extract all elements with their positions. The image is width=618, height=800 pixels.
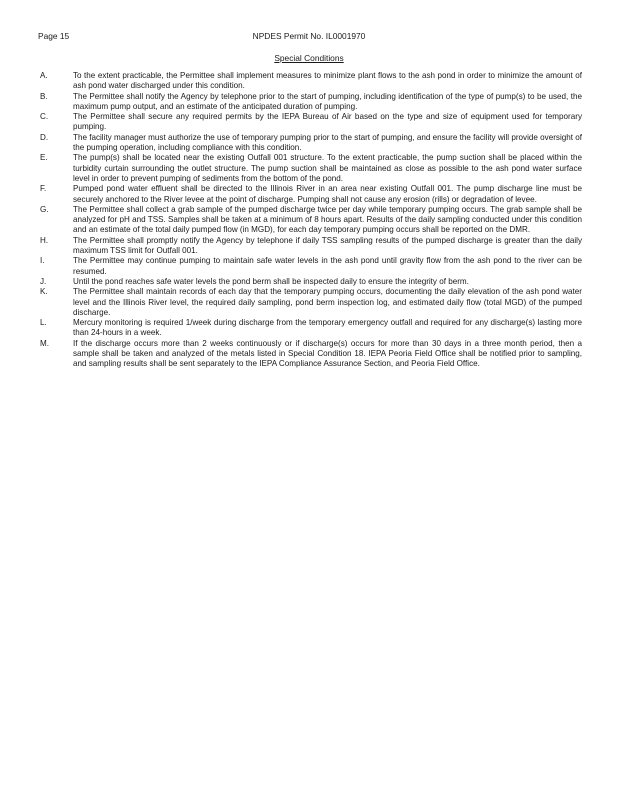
condition-item <box>40 277 582 287</box>
conditions-list <box>40 71 582 370</box>
condition-letter: D. <box>40 132 49 142</box>
page-number: Page 15 <box>38 31 70 41</box>
page-header <box>38 31 580 43</box>
condition-text: The facility manager must authorize the use of temporary pumping prior to the start of pumping, and ensure the facility will provide oversight of the pumping operation, including compliance with this condition. <box>73 132 582 153</box>
condition-item <box>40 205 582 236</box>
condition-item <box>40 153 582 184</box>
condition-text: The Permittee shall promptly notify the Agency by telephone if daily TSS sampling results of the pumped discharge is greater than the daily maximum TSS limit for Outfall 001. <box>73 235 582 256</box>
condition-letter: E. <box>40 153 48 163</box>
condition-letter: H. <box>40 235 49 245</box>
condition-item <box>40 133 582 154</box>
condition-item <box>40 318 582 339</box>
condition-item <box>40 256 582 277</box>
condition-item <box>40 184 582 205</box>
condition-letter: K. <box>40 287 48 297</box>
condition-letter: I. <box>40 256 45 266</box>
condition-text: The Permittee shall secure any required permits by the IEPA Bureau of Air based on the type and size of equipment used for temporary pumping. <box>73 112 582 132</box>
condition-text: Mercury monitoring is required 1/week during discharge from the temporary emergency outfall and required for any discharge(s) lasting more than 24-hours in a week. <box>73 318 582 338</box>
condition-text: Until the pond reaches safe water levels the pond berm shall be inspected daily to ensure the integrity of berm. <box>73 276 469 286</box>
condition-text: The Permittee shall notify the Agency by telephone prior to the start of pumping, including identification of the type of pump(s) to be used, the maximum pump output, and an estimate of the anticipated duration of pumping. <box>73 91 582 111</box>
condition-text: The Permittee shall maintain records of each day that the temporary pumping occurs, documenting the daily elevation of the ash pond water level and the Illinois River level, the required daily sampling, pond berm inspection log, and estimated daily flow (total MGD) of the pumped discharge. <box>73 287 582 317</box>
condition-letter: L. <box>40 318 47 328</box>
condition-item <box>40 112 582 133</box>
condition-item <box>40 92 582 113</box>
condition-text: The pump(s) shall be located near the existing Outfall 001 structure. To the extent practicable, the pump suction shall be placed within the turbidity curtain surrounding the outlet structure. The pump suction shall be maintained as close as possible to the ash pond water surface level in order to prevent pumping of sediments from the bottom of the pond. <box>73 153 582 183</box>
condition-letter: M. <box>40 338 49 348</box>
condition-letter: G. <box>40 204 49 214</box>
condition-text: To the extent practicable, the Permittee shall implement measures to minimize plant flows to the ash pond in order to minimize the amount of ash pond water discharged under this condition. <box>73 71 582 91</box>
condition-text: The Permittee shall collect a grab sample of the pumped discharge twice per day while temporary pumping occurs. The grab sample shall be analyzed for pH and TSS. Samples shall be taken at a minimum of 8 hours apart. Results of the daily sampling conducted under this condition and an estimate of the total daily pumped flow (in MGD), for each day temporary pumping occurs shall be reported on the DMR. <box>73 204 582 235</box>
condition-letter: A. <box>40 71 48 80</box>
condition-letter: C. <box>40 112 49 122</box>
condition-letter: F. <box>40 184 47 194</box>
condition-item <box>40 71 582 92</box>
condition-text: Pumped pond water effluent shall be directed to the Illinois River in an area near existing Outfall 001. The pump discharge line must be securely anchored to the River levee at the point of discharge. Pumping shall not cause any erosion (rills) or degradation of levee. <box>73 184 582 204</box>
condition-text: The Permittee may continue pumping to maintain safe water levels in the ash pond until gravity flow from the ash pond to the river can be resumed. <box>73 256 582 276</box>
condition-letter: B. <box>40 91 48 101</box>
condition-letter: J. <box>40 276 47 286</box>
condition-item <box>40 236 582 257</box>
condition-text: If the discharge occurs more than 2 weeks continuously or if discharge(s) occurs for more than 30 days in a three month period, then a sample shall be taken and analyzed of the metals listed in Special Condition 18. IEPA Peoria Field Office shall be notified prior to sampling, and sampling results shall be sent separately to the IEPA Compliance Assurance Section, and Peoria Field Office. <box>73 338 582 369</box>
condition-item <box>40 339 582 370</box>
section-title: Special Conditions <box>274 53 344 63</box>
condition-item <box>40 287 582 318</box>
permit-number: NPDES Permit No. IL0001970 <box>252 31 366 41</box>
